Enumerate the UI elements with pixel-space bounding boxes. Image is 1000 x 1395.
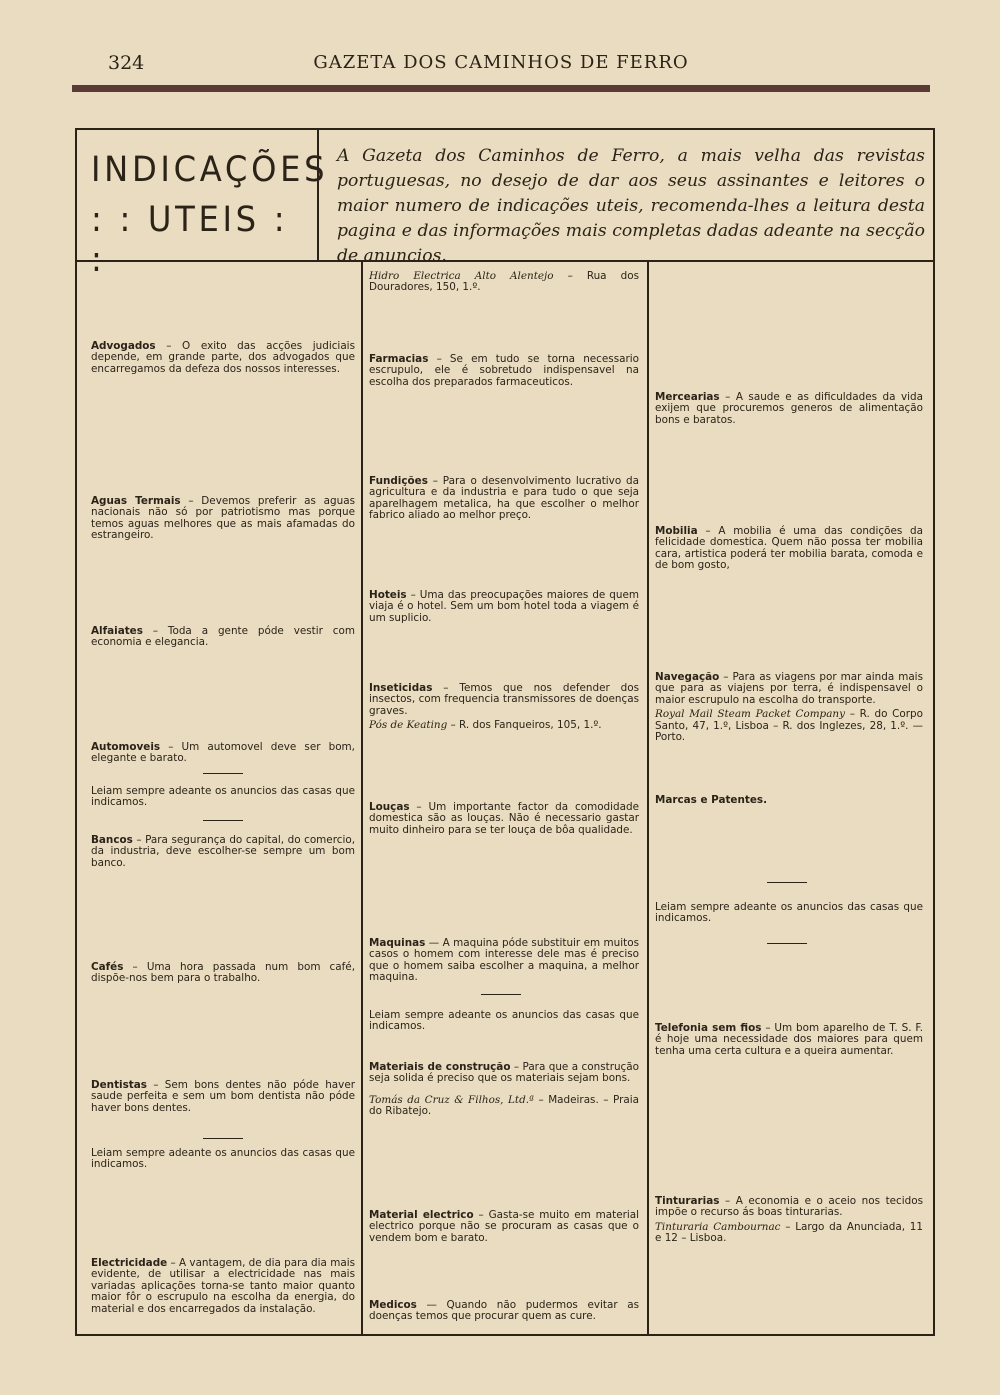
divider-rule (203, 1138, 243, 1139)
divider-rule (767, 943, 807, 944)
intro-italic: a mais velha das revistas portuguesas, no desejo de dar aos seus assinantes e leitores o maior numero de indicações uteis, recomenda-lhes a leitura desta pagina e das informações mais completas dadas adeante na secção de anuncios. (337, 146, 925, 266)
entry-hidro-electrica: Hidro Electrica Alto Alentejo – Rua dos Douradores, 150, 1.º. (369, 270, 639, 294)
entry-tinturarias: Tinturarias – A economia e o aceio nos tecidos impõe o recurso ás boas tinturarias. Tinturaria Cambournac – Largo da Anunciada, 11 e 12 – Lisboa. (655, 1195, 923, 1245)
entry-telefonia: Telefonia sem fios – Um bom aparelho de T. S. F. é hoje uma necessidade dos maiores para quem tenha uma certa cultura e a queira aumentar. (655, 1022, 923, 1057)
entry-alfaiates: Alfaiates – Toda a gente póde vestir com economia e elegancia. (91, 625, 355, 649)
journal-title: GAZETA DOS CAMINHOS DE FERRO (313, 52, 689, 73)
section-title-line1: INDICAÇÕES (91, 150, 329, 190)
entry-navegacao: Navegação – Para as viagens por mar ainda mais que para as viajens por terra, é indispensavel o maior escrupulo na escolha do transporte. Royal Mail Steam Packet Company – R. do Corpo Santo, 47, 1.º, Lisboa – R. dos Inglezes, 28, 1.º. — Porto. (655, 671, 923, 744)
entry-cafes: Cafés – Uma hora passada num bom café, dispõe-nos bem para o trabalho. (91, 961, 355, 985)
entry-aguas-termais: Aguas Termais – Devemos preferir as aguas nacionais não só por patriotismo mas porque temos aguas melhores que as mais afamadas do estrangeiro. (91, 495, 355, 542)
intro-paragraph (337, 144, 925, 269)
entry-marcas-patentes: Marcas e Patentes. (655, 794, 768, 806)
entry-fundicoes: Fundições – Para o desenvolvimento lucrativo da agricultura e da industria e para tudo o que seja aparelhagem metalica, ha que escolher o melhor fabrico aliado ao melhor preço. (369, 475, 639, 522)
entry-bancos: Bancos – Para segurança do capital, do comercio, da industria, deve escolher-se sempre um bom banco. (91, 834, 355, 869)
entry-maquinas: Maquinas — A maquina póde substituir em muitos casos o homem com interesse dele mas é preciso que o homem saiba escolher a maquina, a melhor maquina. (369, 937, 639, 984)
page-header (72, 48, 930, 78)
divider-rule (481, 994, 521, 995)
entry-advogados: Advogados – O exito das acções judiciais depende, em grande parte, dos advogados que encarregamos da defeza dos nossos interesses. (91, 340, 355, 375)
column-rule-2 (647, 260, 649, 1334)
entry-leiam-3: Leiam sempre adeante os anuncios das casas que indicamos. (369, 1009, 639, 1033)
entry-leiam-1: Leiam sempre adeante os anuncios das casas que indicamos. (91, 785, 355, 809)
divider-rule (203, 820, 243, 821)
page-number: 324 (108, 52, 145, 74)
entry-mobilia: Mobilia – A mobilia é uma das condições da felicidade domestica. Quem não possa ter mobilia cara, artistica poderá ter mobilia barata, comoda e de bom gosto, (655, 525, 923, 572)
entry-farmacias: Farmacias – Se em tudo se torna necessario escrupulo, ele é sobretudo indispensavel na escolha dos preparados farmaceuticos. (369, 353, 639, 388)
entry-leiam-2: Leiam sempre adeante os anuncios das casas que indicamos. (91, 1147, 355, 1171)
entry-hoteis: Hoteis – Uma das preocupações maiores de quem viaja é o hotel. Sem um bom hotel toda a viagem é um suplicio. (369, 589, 639, 624)
entry-inseticidas: Inseticidas – Temos que nos defender dos insectos, com frequencia transmissores de doenças graves. Pós de Keating – R. dos Fanqueiros, 105, 1.º. (369, 682, 639, 732)
entry-automoveis: Automoveis – Um automovel deve ser bom, elegante e barato. (91, 741, 355, 765)
divider-rule (767, 882, 807, 883)
entry-mercearias: Mercearias – A saude e as dificuldades da vida exijem que procuremos generos de alimentação bons e baratos. (655, 391, 923, 426)
content-frame (75, 128, 935, 1336)
entry-materiais-construcao: Materiais de construção – Para que a construção seja solida é preciso que os materiais sejam bons. Tomás da Cruz & Filhos, Ltd.ª – Madeiras. – Praia do Ribatejo. (369, 1061, 639, 1118)
column-rule-1 (361, 260, 363, 1334)
divider-rule (203, 773, 243, 774)
intro-plain: A Gazeta dos Caminhos de Ferro, (337, 146, 665, 166)
entry-electricidade: Electricidade – A vantagem, de dia para dia mais evidente, de utilisar a electricidade nas mais variadas aplicações torna-se tanto maior quanto maior fôr o escrupulo na escolha da energia, do material e dos encarregados da instalação. (91, 1257, 355, 1315)
entry-material-electrico: Material electrico – Gasta-se muito em material electrico porque não se procuram as casas que o vendem bom e barato. (369, 1209, 639, 1244)
entry-loucas: Louças – Um importante factor da comodidade domestica são as louças. Não é necessario gastar muito dinheiro para se ter louça de bôa qualidade. (369, 801, 639, 836)
section-title-line2: : : UTEIS : : (91, 200, 289, 280)
header-rule (72, 85, 930, 92)
entry-dentistas: Dentistas – Sem bons dentes não póde haver saude perfeita e sem um bom dentista não póde haver bons dentes. (91, 1079, 355, 1114)
entry-medicos: Medicos — Quando não pudermos evitar as doenças temos que procurar quem as cure. (369, 1299, 639, 1323)
title-box (77, 130, 935, 280)
title-divider (317, 130, 319, 260)
entry-leiam-4: Leiam sempre adeante os anuncios das casas que indicamos. (655, 901, 923, 925)
